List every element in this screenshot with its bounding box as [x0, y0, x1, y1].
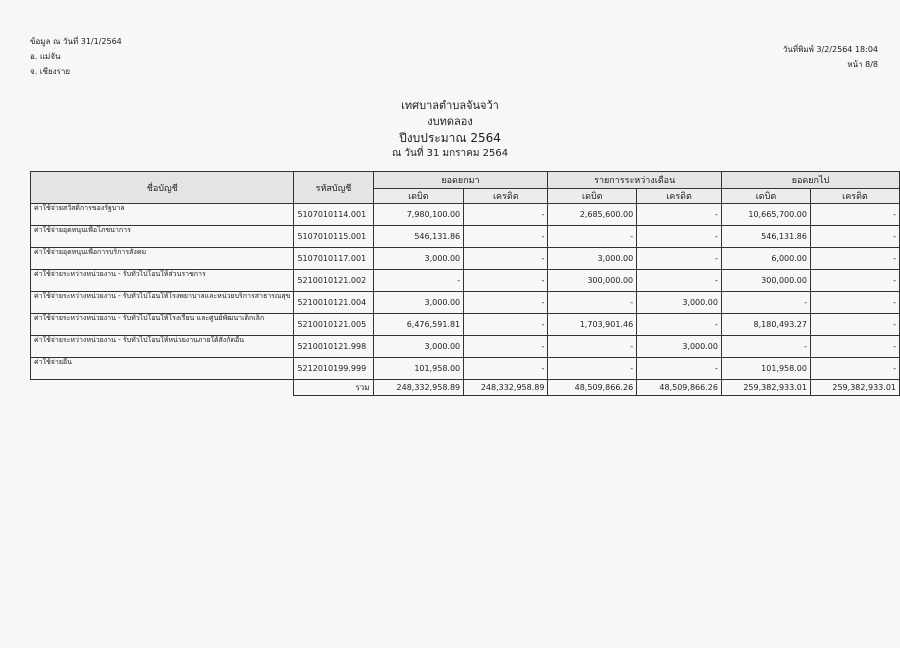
account-name-header: ชื่อบัญชี: [31, 172, 294, 204]
table-row: [31, 226, 900, 248]
account-code: 5107010115.001: [294, 226, 373, 248]
closing-debit: 546,131.86: [721, 226, 810, 248]
total-opening-credit: 248,332,958.89: [464, 380, 548, 396]
report-title-block: [0, 98, 900, 162]
organization-name: เทศบาลตำบลจันจว้า: [401, 99, 499, 112]
trial-balance-table: [30, 171, 900, 396]
opening-debit: 3,000.00: [373, 336, 464, 358]
account-code-header: รหัสบัญชี: [294, 172, 373, 204]
movement-credit: -: [637, 358, 722, 380]
closing-credit: -: [810, 314, 899, 336]
opening-credit: -: [464, 292, 548, 314]
account-code: 5107010117.001: [294, 248, 373, 270]
account-code: 5210010121.005: [294, 314, 373, 336]
account-code: 5210010121.998: [294, 336, 373, 358]
movement-debit-header: เดบิต: [548, 189, 637, 204]
closing-debit: 8,180,493.27: [721, 314, 810, 336]
movement-debit: 2,685,600.00: [548, 204, 637, 226]
movement-credit: 3,000.00: [637, 336, 722, 358]
account-name: ค่าใช้จ่ายสวัสดิการของรัฐบาล: [31, 204, 294, 226]
total-spacer: [31, 380, 294, 396]
account-name: ค่าใช้จ่ายอุดหนุนเพื่อโภชนาการ: [31, 226, 294, 248]
opening-debit: 7,980,100.00: [373, 204, 464, 226]
closing-credit: -: [810, 336, 899, 358]
closing-credit: -: [810, 204, 899, 226]
fiscal-year: ปีงบประมาณ 2564: [399, 131, 501, 145]
district: อ. แม่จัน: [30, 52, 61, 61]
opening-debit: 3,000.00: [373, 248, 464, 270]
table-row: [31, 314, 900, 336]
closing-debit: 300,000.00: [721, 270, 810, 292]
movement-header: รายการระหว่างเดือน: [548, 172, 722, 189]
table-row: [31, 336, 900, 358]
opening-debit-header: เดบิต: [373, 189, 464, 204]
opening-debit: 6,476,591.81: [373, 314, 464, 336]
page-number: 8/8: [865, 60, 878, 69]
opening-credit: -: [464, 358, 548, 380]
total-label: รวม: [294, 380, 373, 396]
total-opening-debit: 248,332,958.89: [373, 380, 464, 396]
account-code: 5210010121.004: [294, 292, 373, 314]
movement-debit: 1,703,901.46: [548, 314, 637, 336]
account-code: 5212010199.999: [294, 358, 373, 380]
closing-debit: 101,958.00: [721, 358, 810, 380]
movement-credit: -: [637, 270, 722, 292]
account-name: ค่าใช้จ่ายอุดหนุนเพื่อการบริการสังคม: [31, 248, 294, 270]
header-left: [30, 34, 122, 79]
opening-credit: -: [464, 270, 548, 292]
report-name: งบทดลอง: [427, 115, 473, 128]
closing-debit: 6,000.00: [721, 248, 810, 270]
print-date-line: [783, 42, 878, 57]
print-date: 3/2/2564: [816, 45, 853, 54]
closing-credit-header: เครดิต: [810, 189, 899, 204]
movement-debit: -: [548, 226, 637, 248]
closing-credit: -: [810, 248, 899, 270]
movement-credit: -: [637, 226, 722, 248]
account-code: 5107010114.001: [294, 204, 373, 226]
as-of-date: ณ วันที่ 31 มกราคม 2564: [391, 148, 509, 159]
account-name: ค่าใช้จ่ายระหว่างหน่วยงาน - รับทั่วไปโอนให้โรงพยาบาลและหน่วยบริการสาธารณสุข: [31, 292, 294, 314]
total-closing-debit: 259,382,933.01: [721, 380, 810, 396]
table-row: [31, 358, 900, 380]
movement-credit: -: [637, 248, 722, 270]
closing-debit: 10,665,700.00: [721, 204, 810, 226]
account-name: ค่าใช้จ่ายระหว่างหน่วยงาน - รับทั่วไปโอนให้หน่วยงานภายใต้สังกัดอื่น: [31, 336, 294, 358]
closing-debit: -: [721, 292, 810, 314]
table-row: [31, 270, 900, 292]
movement-debit: -: [548, 358, 637, 380]
account-name: ค่าใช้จ่ายอื่น: [31, 358, 294, 380]
page-label: หน้า: [847, 60, 863, 69]
data-date: ข้อมูล ณ วันที่ 31/1/2564: [30, 37, 122, 46]
account-code: 5210010121.002: [294, 270, 373, 292]
opening-credit: -: [464, 204, 548, 226]
header-right: [783, 42, 878, 72]
movement-debit: -: [548, 336, 637, 358]
closing-credit: -: [810, 358, 899, 380]
province: จ. เชียงราย: [30, 67, 71, 76]
table-row: [31, 204, 900, 226]
total-movement-credit: 48,509,866.26: [637, 380, 722, 396]
movement-credit-header: เครดิต: [637, 189, 722, 204]
total-row: [31, 380, 900, 396]
opening-credit: -: [464, 314, 548, 336]
movement-debit: 300,000.00: [548, 270, 637, 292]
closing-debit-header: เดบิต: [721, 189, 810, 204]
closing-credit: -: [810, 226, 899, 248]
closing-credit: -: [810, 270, 899, 292]
account-name: ค่าใช้จ่ายระหว่างหน่วยงาน - รับทั่วไปโอนให้โรงเรียน และศูนย์พัฒนาเด็กเล็ก: [31, 314, 294, 336]
opening-debit: 546,131.86: [373, 226, 464, 248]
closing-balance-header: ยอดยกไป: [721, 172, 899, 189]
opening-credit: -: [464, 226, 548, 248]
opening-debit: 3,000.00: [373, 292, 464, 314]
page-number-line: [783, 57, 878, 72]
movement-credit: -: [637, 314, 722, 336]
opening-balance-header: ยอดยกมา: [373, 172, 548, 189]
print-date-label: วันที่พิมพ์: [782, 45, 814, 54]
movement-debit: -: [548, 292, 637, 314]
table-row: [31, 292, 900, 314]
movement-credit: 3,000.00: [637, 292, 722, 314]
total-closing-credit: 259,382,933.01: [810, 380, 899, 396]
movement-debit: 3,000.00: [548, 248, 637, 270]
total-movement-debit: 48,509,866.26: [548, 380, 637, 396]
account-name: ค่าใช้จ่ายระหว่างหน่วยงาน - รับทั่วไปโอนให้ส่วนราชการ: [31, 270, 294, 292]
opening-debit: 101,958.00: [373, 358, 464, 380]
table-row: [31, 248, 900, 270]
opening-credit: -: [464, 336, 548, 358]
print-time: 18:04: [854, 45, 878, 54]
opening-credit-header: เครดิต: [464, 189, 548, 204]
movement-credit: -: [637, 204, 722, 226]
closing-debit: -: [721, 336, 810, 358]
closing-credit: -: [810, 292, 899, 314]
opening-credit: -: [464, 248, 548, 270]
opening-debit: -: [373, 270, 464, 292]
